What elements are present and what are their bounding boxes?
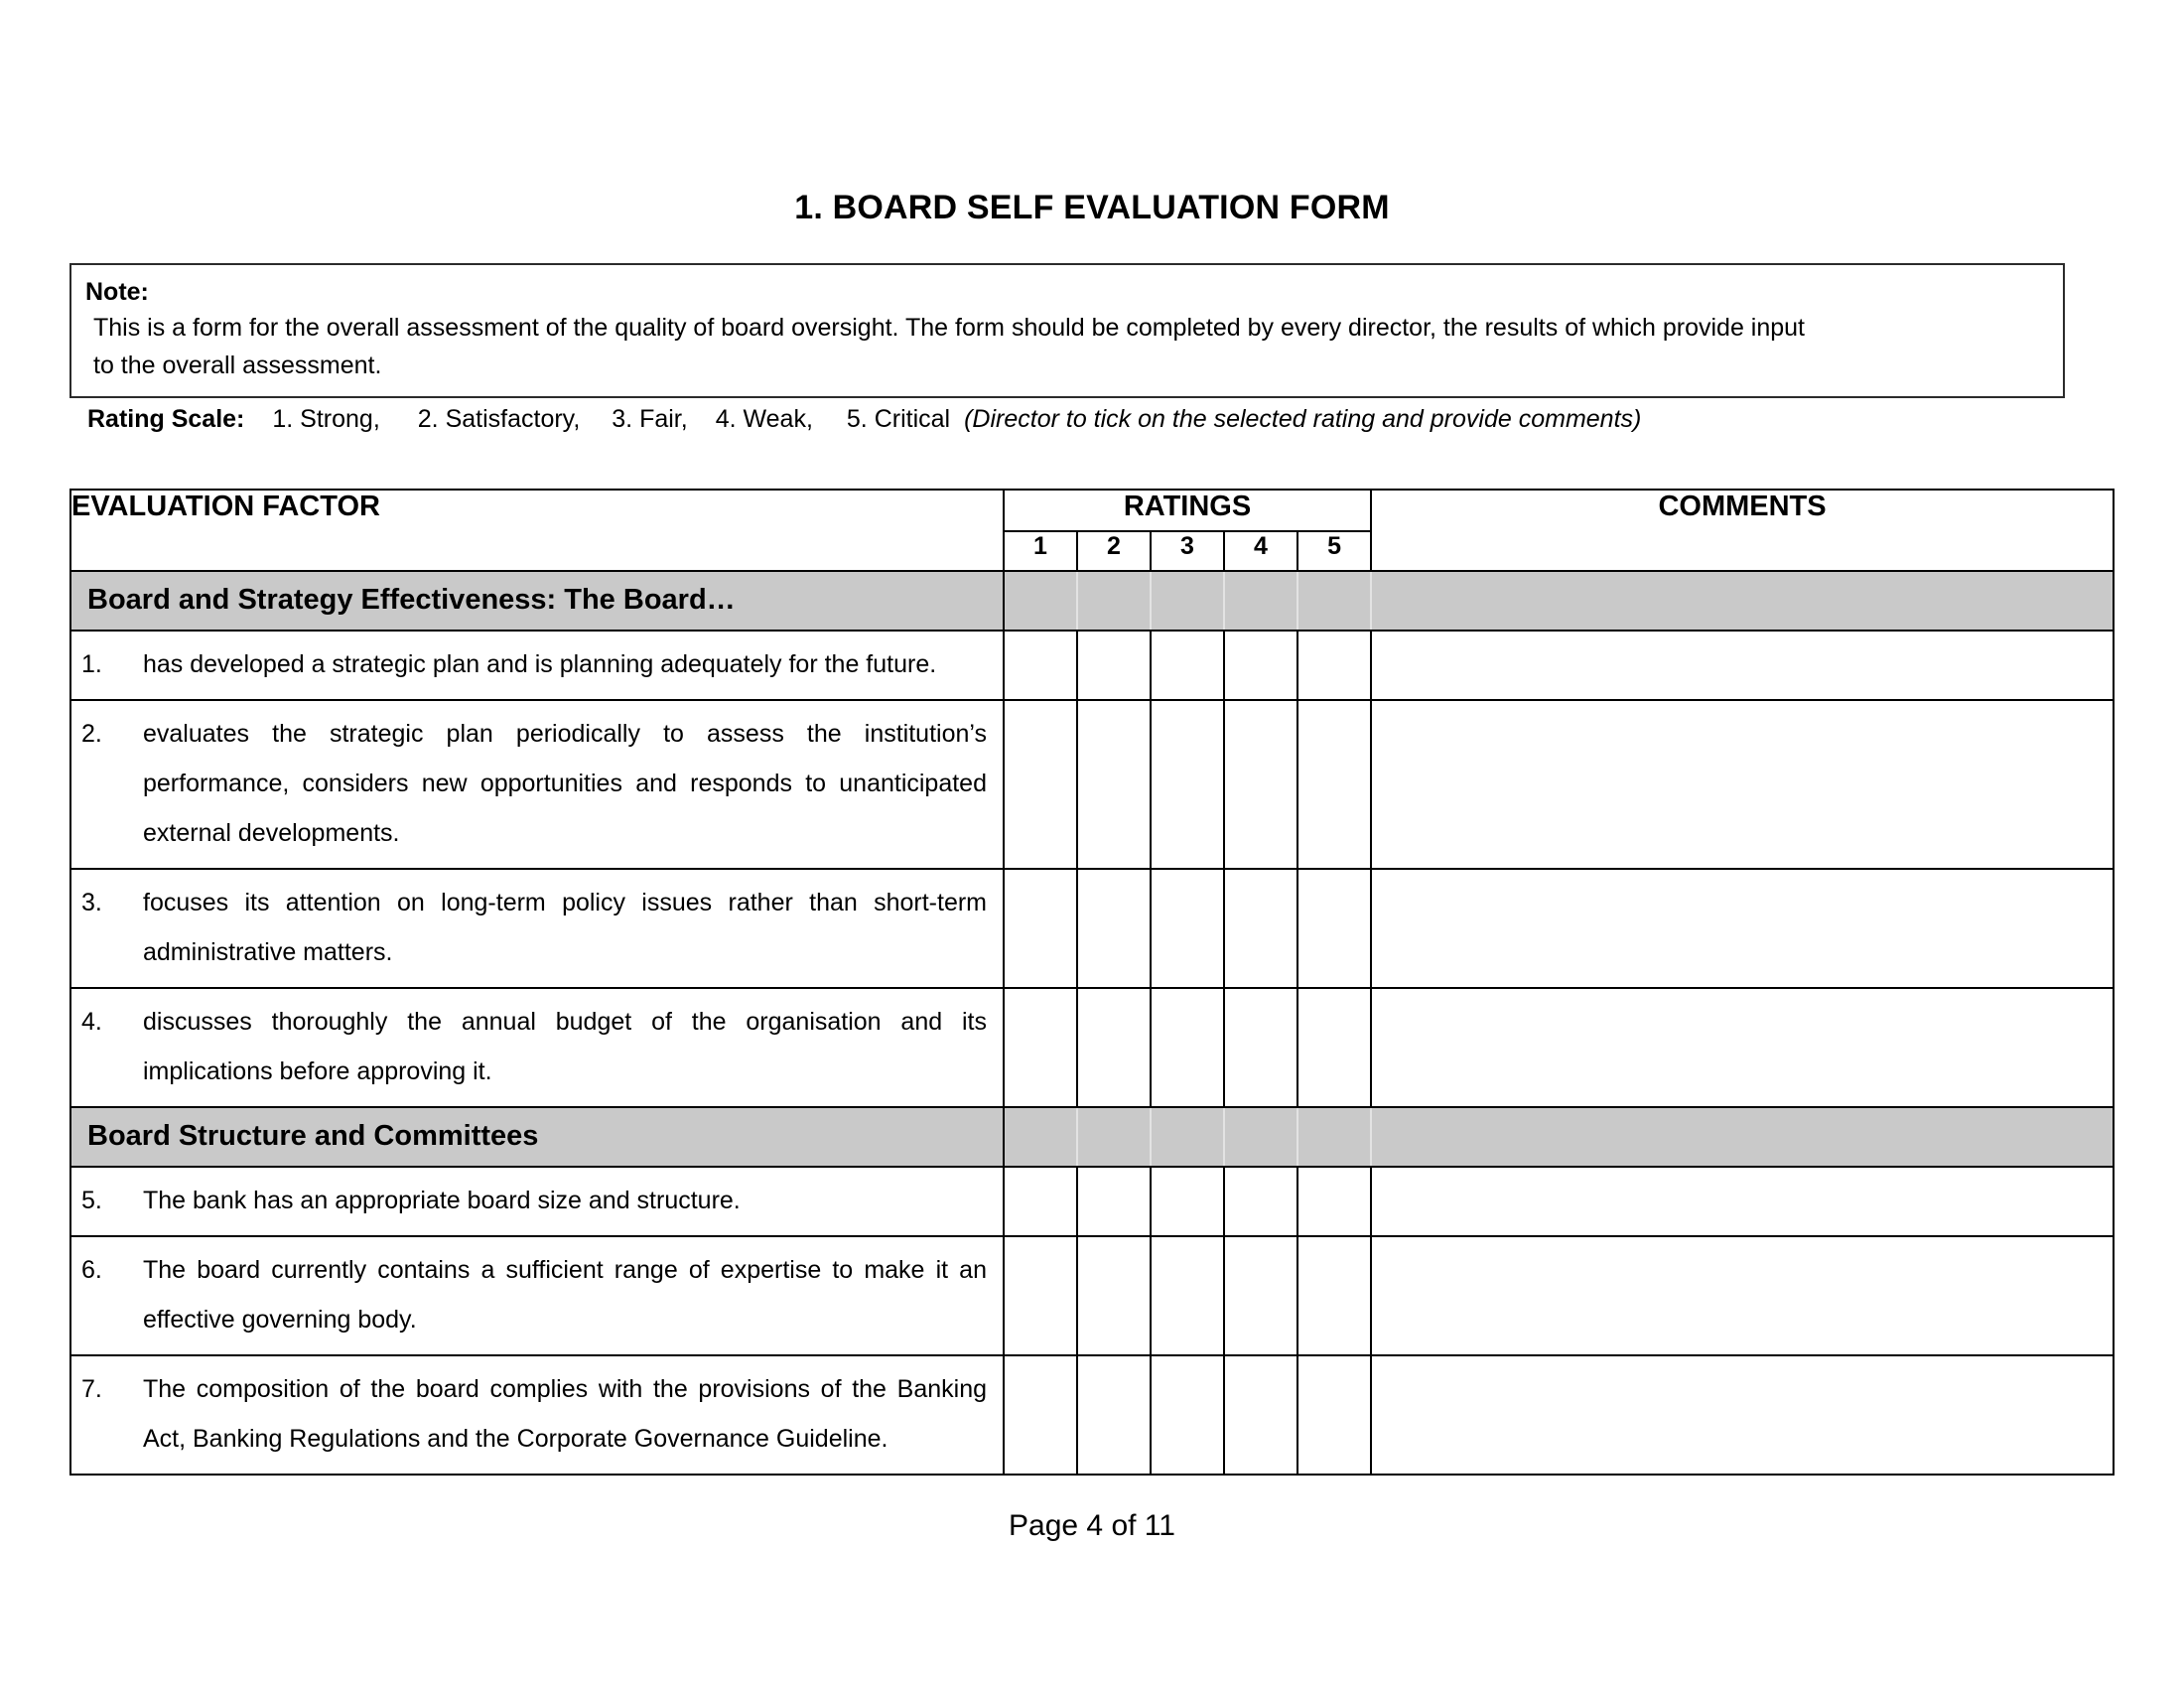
note-box xyxy=(69,263,2065,398)
rating-option-5: 5. Critical xyxy=(846,405,951,433)
section-rating-spacer xyxy=(1077,1107,1151,1167)
rating-checkbox-5[interactable] xyxy=(1297,1167,1371,1236)
rating-checkbox-4[interactable] xyxy=(1224,988,1297,1107)
section-rating-spacer xyxy=(1151,1107,1224,1167)
rating-checkbox-4[interactable] xyxy=(1224,700,1297,869)
section-rating-spacer xyxy=(1151,571,1224,631)
table-header-row-top xyxy=(70,490,2114,531)
section-header-row xyxy=(70,571,2114,631)
rating-column-header-3: 3 xyxy=(1151,531,1224,571)
section-rating-spacer xyxy=(1297,1107,1371,1167)
item-number: 1. xyxy=(81,650,102,678)
rating-checkbox-5[interactable] xyxy=(1297,1236,1371,1355)
rating-checkbox-3[interactable] xyxy=(1151,869,1224,988)
evaluation-factor-cell xyxy=(70,988,1004,1107)
item-text: The bank has an appropriate board size and structure. xyxy=(143,1187,741,1214)
rating-checkbox-4[interactable] xyxy=(1224,1236,1297,1355)
section-rating-spacer xyxy=(1224,571,1297,631)
section-rating-spacer xyxy=(1297,571,1371,631)
rating-checkbox-3[interactable] xyxy=(1151,1236,1224,1355)
rating-checkbox-1[interactable] xyxy=(1004,1236,1077,1355)
rating-checkbox-2[interactable] xyxy=(1077,1236,1151,1355)
rating-checkbox-2[interactable] xyxy=(1077,700,1151,869)
evaluation-factor-cell xyxy=(70,869,1004,988)
rating-checkbox-3[interactable] xyxy=(1151,1355,1224,1475)
page-footer: Page 4 of 11 xyxy=(1009,1509,1175,1542)
rating-option-2: 2. Satisfactory, xyxy=(417,405,581,433)
section-comment-spacer xyxy=(1371,571,2114,631)
rating-scale xyxy=(87,405,1641,434)
rating-checkbox-2[interactable] xyxy=(1077,1167,1151,1236)
rating-checkbox-1[interactable] xyxy=(1004,1167,1077,1236)
rating-checkbox-5[interactable] xyxy=(1297,631,1371,700)
comment-input[interactable] xyxy=(1371,1355,2114,1475)
item-number: 7. xyxy=(81,1375,102,1403)
item-text: evaluates the strategic plan periodically to assess the institution’s performance, considers new opportunities and responds to unanticipated external developments. xyxy=(143,720,987,847)
rating-checkbox-5[interactable] xyxy=(1297,988,1371,1107)
table-row xyxy=(70,1167,2114,1236)
item-number: 2. xyxy=(81,720,102,748)
evaluation-factor-cell xyxy=(70,700,1004,869)
rating-scale-instruction: (Director to tick on the selected rating and provide comments) xyxy=(964,405,1642,433)
rating-scale-label: Rating Scale: xyxy=(87,405,245,433)
table-row xyxy=(70,869,2114,988)
table-row xyxy=(70,1236,2114,1355)
rating-checkbox-3[interactable] xyxy=(1151,700,1224,869)
item-text: The composition of the board complies with the provisions of the Banking Act, Banking Regulations and the Corporate Governance Guideline. xyxy=(143,1375,987,1453)
item-number: 5. xyxy=(81,1187,102,1214)
comment-input[interactable] xyxy=(1371,1167,2114,1236)
rating-checkbox-3[interactable] xyxy=(1151,631,1224,700)
rating-checkbox-4[interactable] xyxy=(1224,869,1297,988)
comment-input[interactable] xyxy=(1371,869,2114,988)
table-row xyxy=(70,988,2114,1107)
rating-checkbox-2[interactable] xyxy=(1077,869,1151,988)
note-label: Note: xyxy=(85,278,149,306)
column-header-ratings: RATINGS xyxy=(1004,490,1371,531)
rating-option-3: 3. Fair, xyxy=(612,405,688,433)
item-number: 4. xyxy=(81,1008,102,1036)
rating-option-4: 4. Weak, xyxy=(715,405,813,433)
section-title: Board and Strategy Effectiveness: The Board… xyxy=(70,571,1004,631)
evaluation-factor-cell xyxy=(70,1355,1004,1475)
table-row xyxy=(70,631,2114,700)
comment-input[interactable] xyxy=(1371,988,2114,1107)
rating-checkbox-4[interactable] xyxy=(1224,1355,1297,1475)
comment-input[interactable] xyxy=(1371,1236,2114,1355)
evaluation-table xyxy=(69,489,2115,1476)
item-text: discusses thoroughly the annual budget of the organisation and its implications before approving it. xyxy=(143,1008,987,1085)
rating-checkbox-4[interactable] xyxy=(1224,1167,1297,1236)
rating-column-header-2: 2 xyxy=(1077,531,1151,571)
page-title: 1. BOARD SELF EVALUATION FORM xyxy=(794,189,1390,226)
rating-checkbox-4[interactable] xyxy=(1224,631,1297,700)
rating-checkbox-5[interactable] xyxy=(1297,1355,1371,1475)
rating-column-header-5: 5 xyxy=(1297,531,1371,571)
evaluation-factor-cell xyxy=(70,1167,1004,1236)
item-text: The board currently contains a sufficient range of expertise to make it an effective governing body. xyxy=(143,1256,987,1334)
rating-checkbox-3[interactable] xyxy=(1151,1167,1224,1236)
item-number: 3. xyxy=(81,889,102,916)
comment-input[interactable] xyxy=(1371,631,2114,700)
rating-checkbox-2[interactable] xyxy=(1077,1355,1151,1475)
rating-checkbox-1[interactable] xyxy=(1004,869,1077,988)
section-rating-spacer xyxy=(1004,1107,1077,1167)
rating-option-1: 1. Strong, xyxy=(272,405,380,433)
item-text: focuses its attention on long-term policy issues rather than short-term administrative matters. xyxy=(143,889,987,966)
item-number: 6. xyxy=(81,1256,102,1284)
evaluation-factor-cell xyxy=(70,1236,1004,1355)
rating-checkbox-5[interactable] xyxy=(1297,869,1371,988)
column-header-comments: COMMENTS xyxy=(1371,490,2114,571)
rating-checkbox-3[interactable] xyxy=(1151,988,1224,1107)
item-text: has developed a strategic plan and is planning adequately for the future. xyxy=(143,650,937,678)
comment-input[interactable] xyxy=(1371,700,2114,869)
note-line-1: This is a form for the overall assessment of the quality of board oversight. The form should be completed by every director, the results of which provide input xyxy=(93,314,1805,342)
rating-column-header-1: 1 xyxy=(1004,531,1077,571)
rating-checkbox-1[interactable] xyxy=(1004,988,1077,1107)
column-header-evaluation-factor: EVALUATION FACTOR xyxy=(70,490,1004,571)
table-row xyxy=(70,1355,2114,1475)
rating-column-header-4: 4 xyxy=(1224,531,1297,571)
rating-checkbox-5[interactable] xyxy=(1297,700,1371,869)
rating-checkbox-2[interactable] xyxy=(1077,988,1151,1107)
rating-checkbox-2[interactable] xyxy=(1077,631,1151,700)
rating-checkbox-1[interactable] xyxy=(1004,700,1077,869)
note-line-2: to the overall assessment. xyxy=(93,352,382,379)
section-title: Board Structure and Committees xyxy=(70,1107,1004,1167)
section-header-row xyxy=(70,1107,2114,1167)
section-rating-spacer xyxy=(1004,571,1077,631)
section-rating-spacer xyxy=(1077,571,1151,631)
evaluation-factor-cell xyxy=(70,631,1004,700)
rating-checkbox-1[interactable] xyxy=(1004,631,1077,700)
table-row xyxy=(70,700,2114,869)
section-rating-spacer xyxy=(1224,1107,1297,1167)
section-comment-spacer xyxy=(1371,1107,2114,1167)
rating-checkbox-1[interactable] xyxy=(1004,1355,1077,1475)
